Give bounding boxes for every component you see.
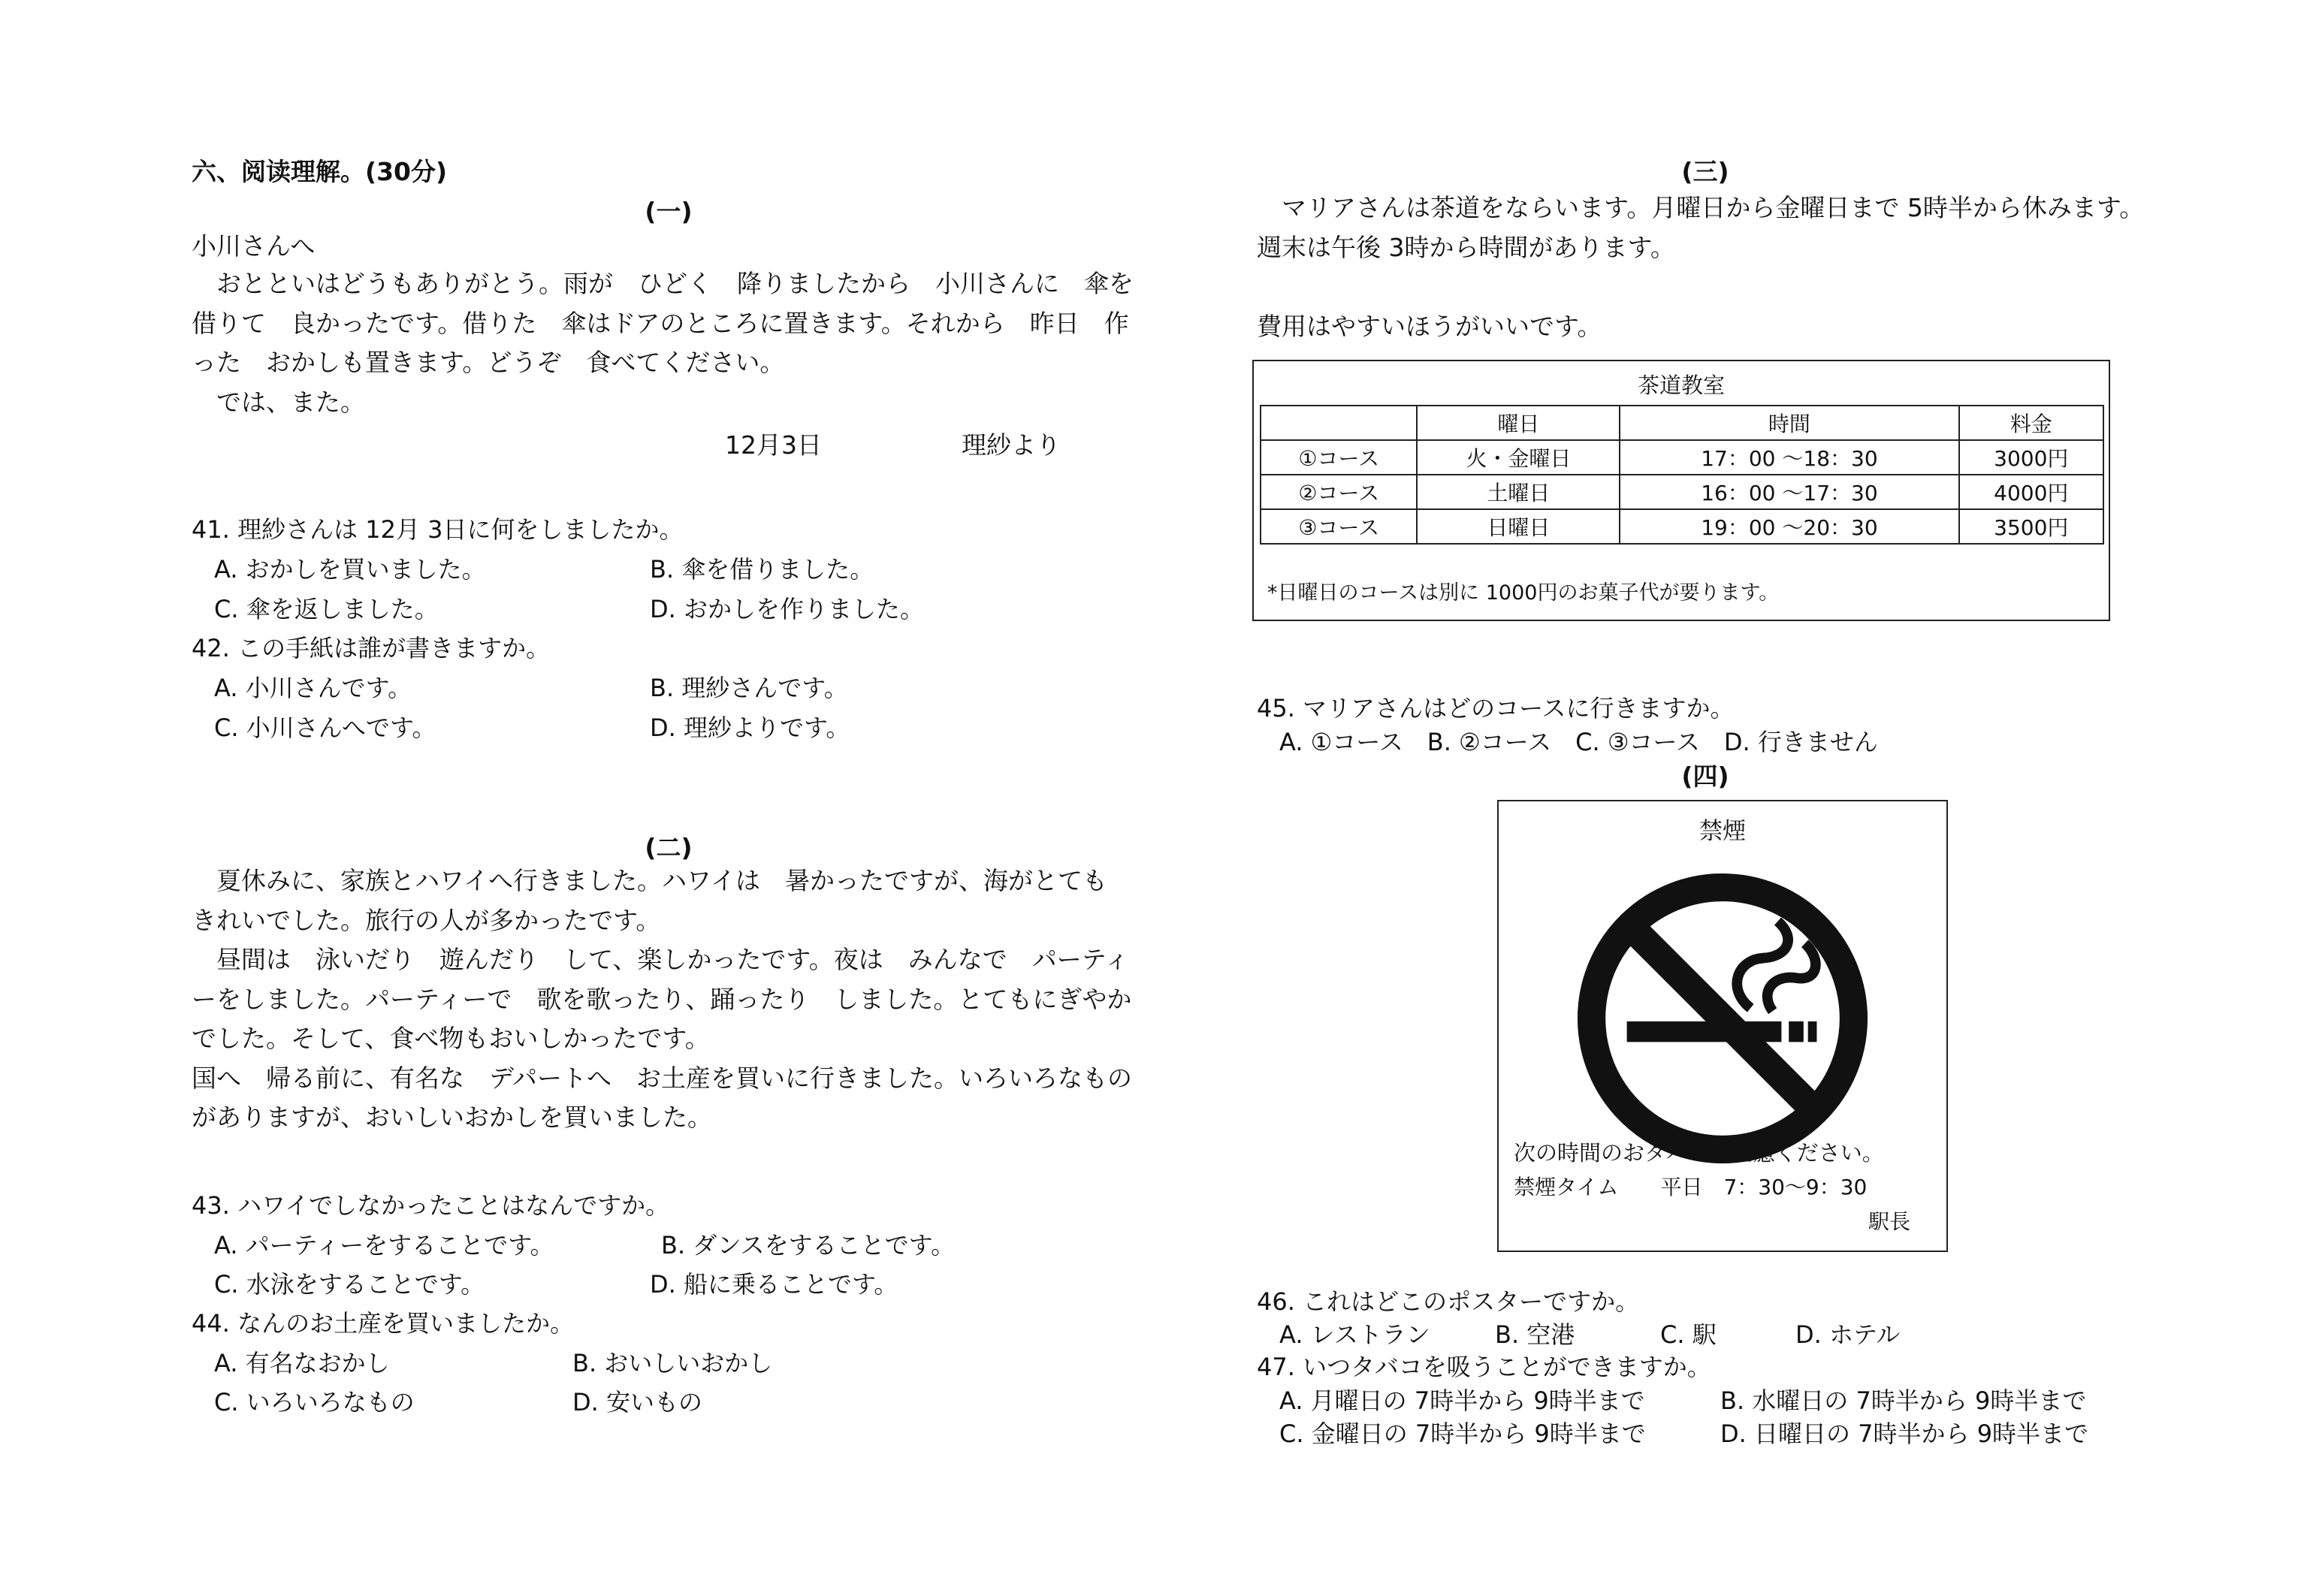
question-41: 41. 理紗さんは 12月 3日に何をしましたか。	[192, 515, 684, 544]
q44-option-b[interactable]: B. おいしいおかし	[572, 1349, 773, 1377]
part3-line: 週末は午後 3時から時間があります。	[1257, 232, 1675, 262]
table-header-cell: 時間	[1620, 406, 1958, 440]
part2-line: がありますが、おいしいおかしを買いました。	[192, 1103, 712, 1132]
table-cell: ②コース	[1261, 475, 1417, 509]
table-row	[1261, 475, 2103, 509]
table-header-cell	[1261, 406, 1417, 440]
q46-option-a[interactable]: A. レストラン	[1279, 1320, 1430, 1349]
table-cell: 3500円	[1959, 509, 2103, 544]
q46-option-d[interactable]: D. ホテル	[1795, 1320, 1901, 1349]
tea-class-table	[1260, 405, 2104, 545]
q44-option-a[interactable]: A. 有名なおかし	[214, 1349, 390, 1377]
table-cell: 16：00 ～17：30	[1620, 475, 1958, 509]
q41-option-b[interactable]: B. 傘を借りました。	[650, 555, 874, 584]
no-smoking-icon	[1575, 871, 1870, 1166]
part2-line: きれいでした。旅行の人が多かったです。	[192, 905, 661, 935]
table-cell: ③コース	[1261, 509, 1417, 544]
table-row	[1261, 440, 2103, 475]
q41-option-a[interactable]: A. おかしを買いました。	[214, 555, 486, 584]
q44-option-d[interactable]: D. 安いもの	[572, 1388, 702, 1416]
letter-line: では、また。	[192, 387, 365, 417]
q42-option-b[interactable]: B. 理紗さんです。	[650, 674, 848, 702]
part2-line: 国へ 帰る前に、有名な デパートへ お土産を買いに行きました。いろいろなもの	[192, 1063, 1133, 1093]
part3-line	[1257, 267, 2144, 307]
q47-option-d[interactable]: D. 日曜日の 7時半から 9時半まで	[1720, 1420, 2089, 1448]
q43-option-c[interactable]: C. 水泳をすることです。	[214, 1270, 485, 1299]
letter-date: 12月3日	[725, 430, 822, 460]
table-row	[1261, 509, 2103, 544]
table-header-cell: 曜日	[1417, 406, 1620, 440]
q43-option-d[interactable]: D. 船に乗ることです。	[650, 1270, 898, 1299]
q46-option-b[interactable]: B. 空港	[1495, 1320, 1575, 1349]
poster-signature: 駅長	[1868, 1209, 1910, 1234]
table-cell: ①コース	[1261, 440, 1417, 475]
part3-line: 費用はやすいほうがいいです。	[1257, 311, 1602, 341]
table-cell: 土曜日	[1417, 475, 1620, 509]
table-cell: 17：00 ～18：30	[1620, 440, 1958, 475]
q44-option-c[interactable]: C. いろいろなもの	[214, 1388, 415, 1416]
q42-option-d[interactable]: D. 理紗よりです。	[650, 714, 850, 742]
poster-title: 禁煙	[1699, 818, 1746, 845]
letter-line: った おかしも置きます。どうぞ 食べてください。	[192, 348, 785, 377]
part2-line: ーをしました。パーティーで 歌を歌ったり、踊ったり しました。とてもにぎやか	[192, 984, 1132, 1014]
letter-salutation: 小川さんへ	[192, 231, 316, 261]
q42-option-c[interactable]: C. 小川さんへです。	[214, 714, 436, 742]
letter-line: 借りて 良かったです。借りた 傘はドアのところに置きます。それから 昨日 作	[192, 308, 1129, 338]
part4-title: (四)	[1681, 762, 1729, 791]
letter-line: おとといはどうもありがとう。雨が ひどく 降りましたから 小川さんに 傘を	[192, 269, 1134, 298]
part1-title: (一)	[645, 197, 693, 226]
part2-line: でした。そして、食べ物もおいしかったです。	[192, 1024, 710, 1053]
q45-options[interactable]: A. ①コース B. ②コース C. ③コース D. 行きません	[1279, 728, 1878, 756]
question-44: 44. なんのお土産を買いましたか。	[192, 1309, 575, 1338]
part3-line: マリアさんは茶道をならいます。月曜日から金曜日まで 5時半から休みます。	[1257, 193, 2145, 222]
table-header-row	[1261, 406, 2103, 440]
poster-time-text: 禁煙タイム 平日 7：30～9：30	[1514, 1175, 1868, 1199]
q43-option-a[interactable]: A. パーティーをすることです。	[214, 1231, 554, 1260]
tea-table-note: *日曜日のコースは別に 1000円のお菓子代が要ります。	[1267, 581, 1780, 605]
question-43: 43. ハワイでしなかったことはなんですか。	[192, 1191, 670, 1220]
q41-option-c[interactable]: C. 傘を返しました。	[214, 595, 439, 623]
part2-line: 昼間は 泳いだり 遊んだり して、楽しかったです。夜は みんなで パーティ	[192, 945, 1130, 974]
q42-option-a[interactable]: A. 小川さんです。	[214, 674, 412, 702]
poster-notice-text: 次の時間のおタバコは遠慮ください。	[1514, 1140, 1884, 1166]
question-45: 45. マリアさんはどのコースに行きますか。	[1257, 694, 1735, 723]
part2-line: 夏休みに、家族とハワイへ行きました。ハワイは 暑かったですが、海がとても	[192, 866, 1108, 895]
no-smoking-poster	[1497, 800, 1948, 1252]
q47-option-a[interactable]: A. 月曜日の 7時半から 9時半まで	[1279, 1386, 1645, 1415]
table-cell: 火・金曜日	[1417, 440, 1620, 475]
q47-option-c[interactable]: C. 金曜日の 7時半から 9時半まで	[1279, 1420, 1646, 1448]
table-cell: 4000円	[1959, 475, 2103, 509]
table-cell: 19：00 ～20：30	[1620, 509, 1958, 544]
question-47: 47. いつタバコを吸うことができますか。	[1257, 1353, 1711, 1381]
letter-body	[192, 264, 1134, 422]
question-46: 46. これはどこのポスターですか。	[1257, 1287, 1640, 1316]
q46-option-c[interactable]: C. 駅	[1660, 1320, 1717, 1349]
section-header: 六、阅读理解。(30分)	[192, 157, 448, 186]
part3-title: (三)	[1681, 157, 1729, 186]
part2-title: (二)	[645, 833, 693, 862]
q43-option-b[interactable]: B. ダンスをすることです。	[661, 1231, 956, 1260]
table-cell: 日曜日	[1417, 509, 1620, 544]
question-42: 42. この手紙は誰が書きますか。	[192, 634, 551, 662]
q41-option-d[interactable]: D. おかしを作りました。	[650, 595, 924, 623]
letter-sender: 理紗より	[962, 430, 1061, 460]
table-header-cell: 料金	[1959, 406, 2103, 440]
part2-body	[192, 861, 1132, 1138]
table-cell: 3000円	[1959, 440, 2103, 475]
tea-table-title: 茶道教室	[1637, 373, 1725, 398]
q47-option-b[interactable]: B. 水曜日の 7時半から 9時半まで	[1720, 1386, 2087, 1415]
part3-body	[1257, 189, 2144, 346]
tea-class-table-box	[1252, 360, 2110, 621]
